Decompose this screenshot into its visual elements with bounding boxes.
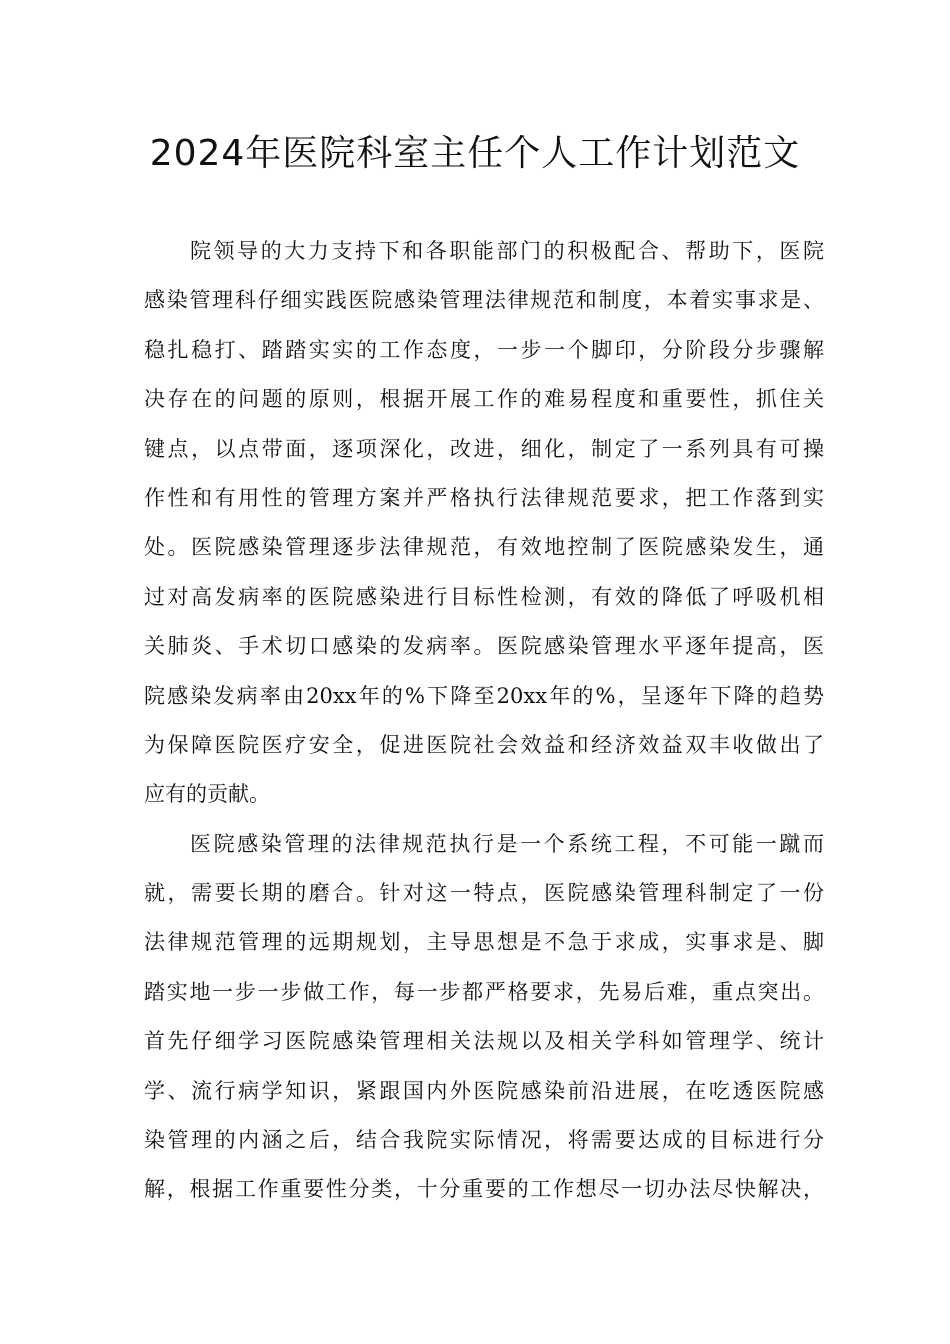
paragraph-2-line-7: 染管理的内涵之后，结合我院实际情况，将需要达成的目标进行分 bbox=[144, 1128, 824, 1153]
paragraph-1-line-10: 院感染发病率由20xx年的%下降至20xx年的%，呈逐年下降的趋势 bbox=[144, 683, 824, 708]
paragraph-2-line-8: 解，根据工作重要性分类，十分重要的工作想尽一切办法尽快解决， bbox=[144, 1177, 824, 1202]
document-body bbox=[144, 227, 824, 1215]
paragraph-1-line-4: 决存在的问题的原则，根据开展工作的难易程度和重要性，抓住关 bbox=[144, 387, 824, 412]
paragraph-1-line-12: 应有的贡献。 bbox=[144, 782, 270, 807]
paragraph-2-line-1: 医院感染管理的法律规范执行是一个系统工程，不可能一蹴而 bbox=[190, 831, 824, 856]
paragraph-1-line-8: 过对高发病率的医院感染进行目标性检测，有效的降低了呼吸机相 bbox=[144, 584, 824, 609]
paragraph-2-line-5: 首先仔细学习医院感染管理相关法规以及相关学科如管理学、统计 bbox=[144, 1029, 824, 1054]
paragraph-2-line-3: 法律规范管理的远期规划，主导思想是不急于求成，实事求是、脚 bbox=[144, 930, 824, 955]
paragraph-2-line-6: 学、流行病学知识，紧跟国内外医院感染前沿进展，在吃透医院感 bbox=[144, 1078, 824, 1103]
paragraph-1-line-11: 为保障医院医疗安全，促进医院社会效益和经济效益双丰收做出了 bbox=[144, 732, 824, 757]
paragraph-1-line-1: 院领导的大力支持下和各职能部门的积极配合、帮助下，医院 bbox=[190, 239, 824, 263]
document-title: 2024年医院科室主任个人工作计划范文 bbox=[149, 133, 801, 174]
paragraph-1-line-3: 稳扎稳打、踏踏实实的工作态度，一步一个脚印，分阶段分步骤解 bbox=[144, 337, 824, 362]
paragraph-2-line-2: 就，需要长期的磨合。针对这一特点，医院感染管理科制定了一份 bbox=[144, 881, 824, 906]
paragraph-1-line-7: 处。医院感染管理逐步法律规范，有效地控制了医院感染发生，通 bbox=[144, 535, 824, 560]
paragraph-2-line-4: 踏实地一步一步做工作，每一步都严格要求，先易后难，重点突出。 bbox=[144, 979, 824, 1004]
paragraph-1-line-2: 感染管理科仔细实践医院感染管理法律规范和制度，本着实事求是、 bbox=[144, 288, 824, 313]
paragraph-1-line-6: 作性和有用性的管理方案并严格执行法律规范要求，把工作落到实 bbox=[144, 485, 824, 510]
paragraph-1-line-9: 关肺炎、手术切口感染的发病率。医院感染管理水平逐年提高，医 bbox=[144, 634, 824, 659]
paragraph-1-line-5: 键点，以点带面，逐项深化，改进，细化，制定了一系列具有可操 bbox=[144, 436, 824, 461]
